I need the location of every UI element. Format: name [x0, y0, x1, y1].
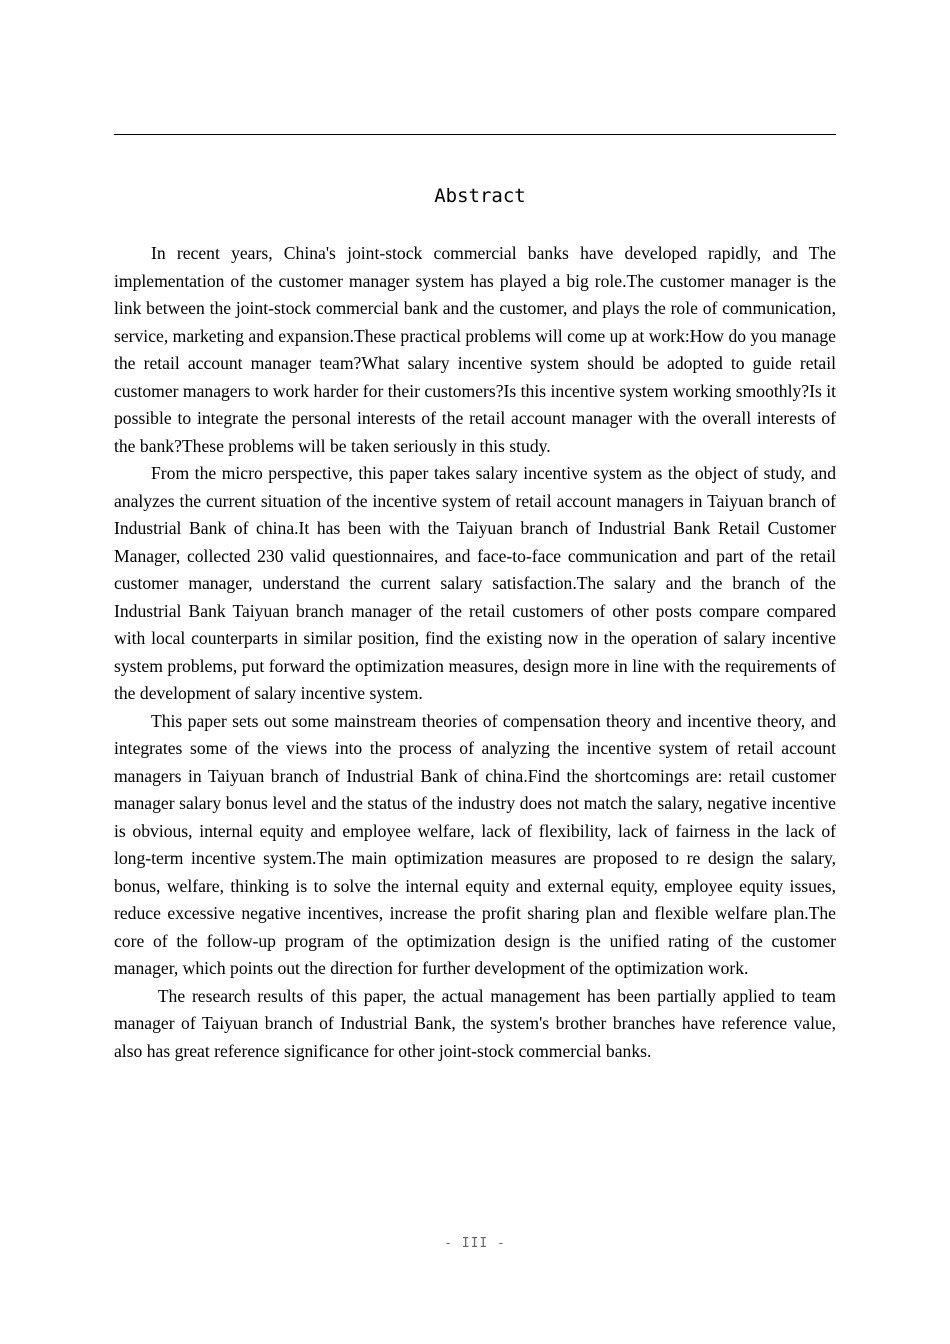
abstract-paragraph-3: This paper sets out some mainstream theories of compensation theory and incentive theory, and integrates some of the views into the process of analyzing the incentive system of retail account managers in Taiyuan branch of Industrial Bank of china.Find the shortcomings are: retail customer manager salary bonus level and the status of the industry does not match the salary, negative incentive is obvious, internal equity and employee welfare, lack of flexibility, lack of fairness in the lack of long-term incentive system.The main optimization measures are proposed to re design the salary, bonus, welfare, thinking is to solve the internal equity and external equity, employee equity issues, reduce excessive negative incentives, increase the profit sharing plan and flexible welfare plan.The core of the follow-up program of the optimization design is the unified rating of the customer manager, which points out the direction for further development of the optimization work. — [114, 710, 836, 978]
abstract-body — [114, 240, 841, 1065]
page-number: - III - — [444, 1236, 506, 1251]
abstract-title: Abstract — [434, 185, 526, 207]
abstract-paragraph-2: From the micro perspective, this paper takes salary incentive system as the object of study, and analyzes the current situation of the incentive system of retail account managers in Taiyuan branch of Industrial Bank of china.It has been with the Taiyuan branch of Industrial Bank Retail Customer Manager, collected 230 valid questionnaires, and face-to-face communication and part of the retail customer manager, understand the current salary satisfaction.The salary and the branch of the Industrial Bank Taiyuan branch manager of the retail customers of other posts compare compared with local counterparts in similar position, find the existing now in the operation of salary incentive system problems, put forward the optimization measures, design more in line with the requirements of the development of salary incentive system. — [114, 463, 836, 703]
header-rule — [114, 134, 836, 135]
abstract-paragraph-1: In recent years, China's joint-stock commercial banks have developed rapidly, and The implementation of the customer manager system has played a big role.The customer manager is the link between the joint-stock commercial bank and the customer, and plays the role of communication, service, marketing and expansion.These practical problems will come up at work:How do you manage the retail account manager team?What salary incentive system should be adopted to guide retail customer managers to work harder for their customers?Is this incentive system working smoothly?Is it possible to integrate the personal interests of the retail account manager with the overall interests of the bank?These problems will be taken seriously in this study. — [114, 243, 836, 456]
abstract-paragraph-4: The research results of this paper, the actual management has been partially applied to team manager of Taiyuan branch of Industrial Bank, the system's brother branches have reference value, also has great reference significance for other joint-stock commercial banks. — [114, 985, 841, 1061]
